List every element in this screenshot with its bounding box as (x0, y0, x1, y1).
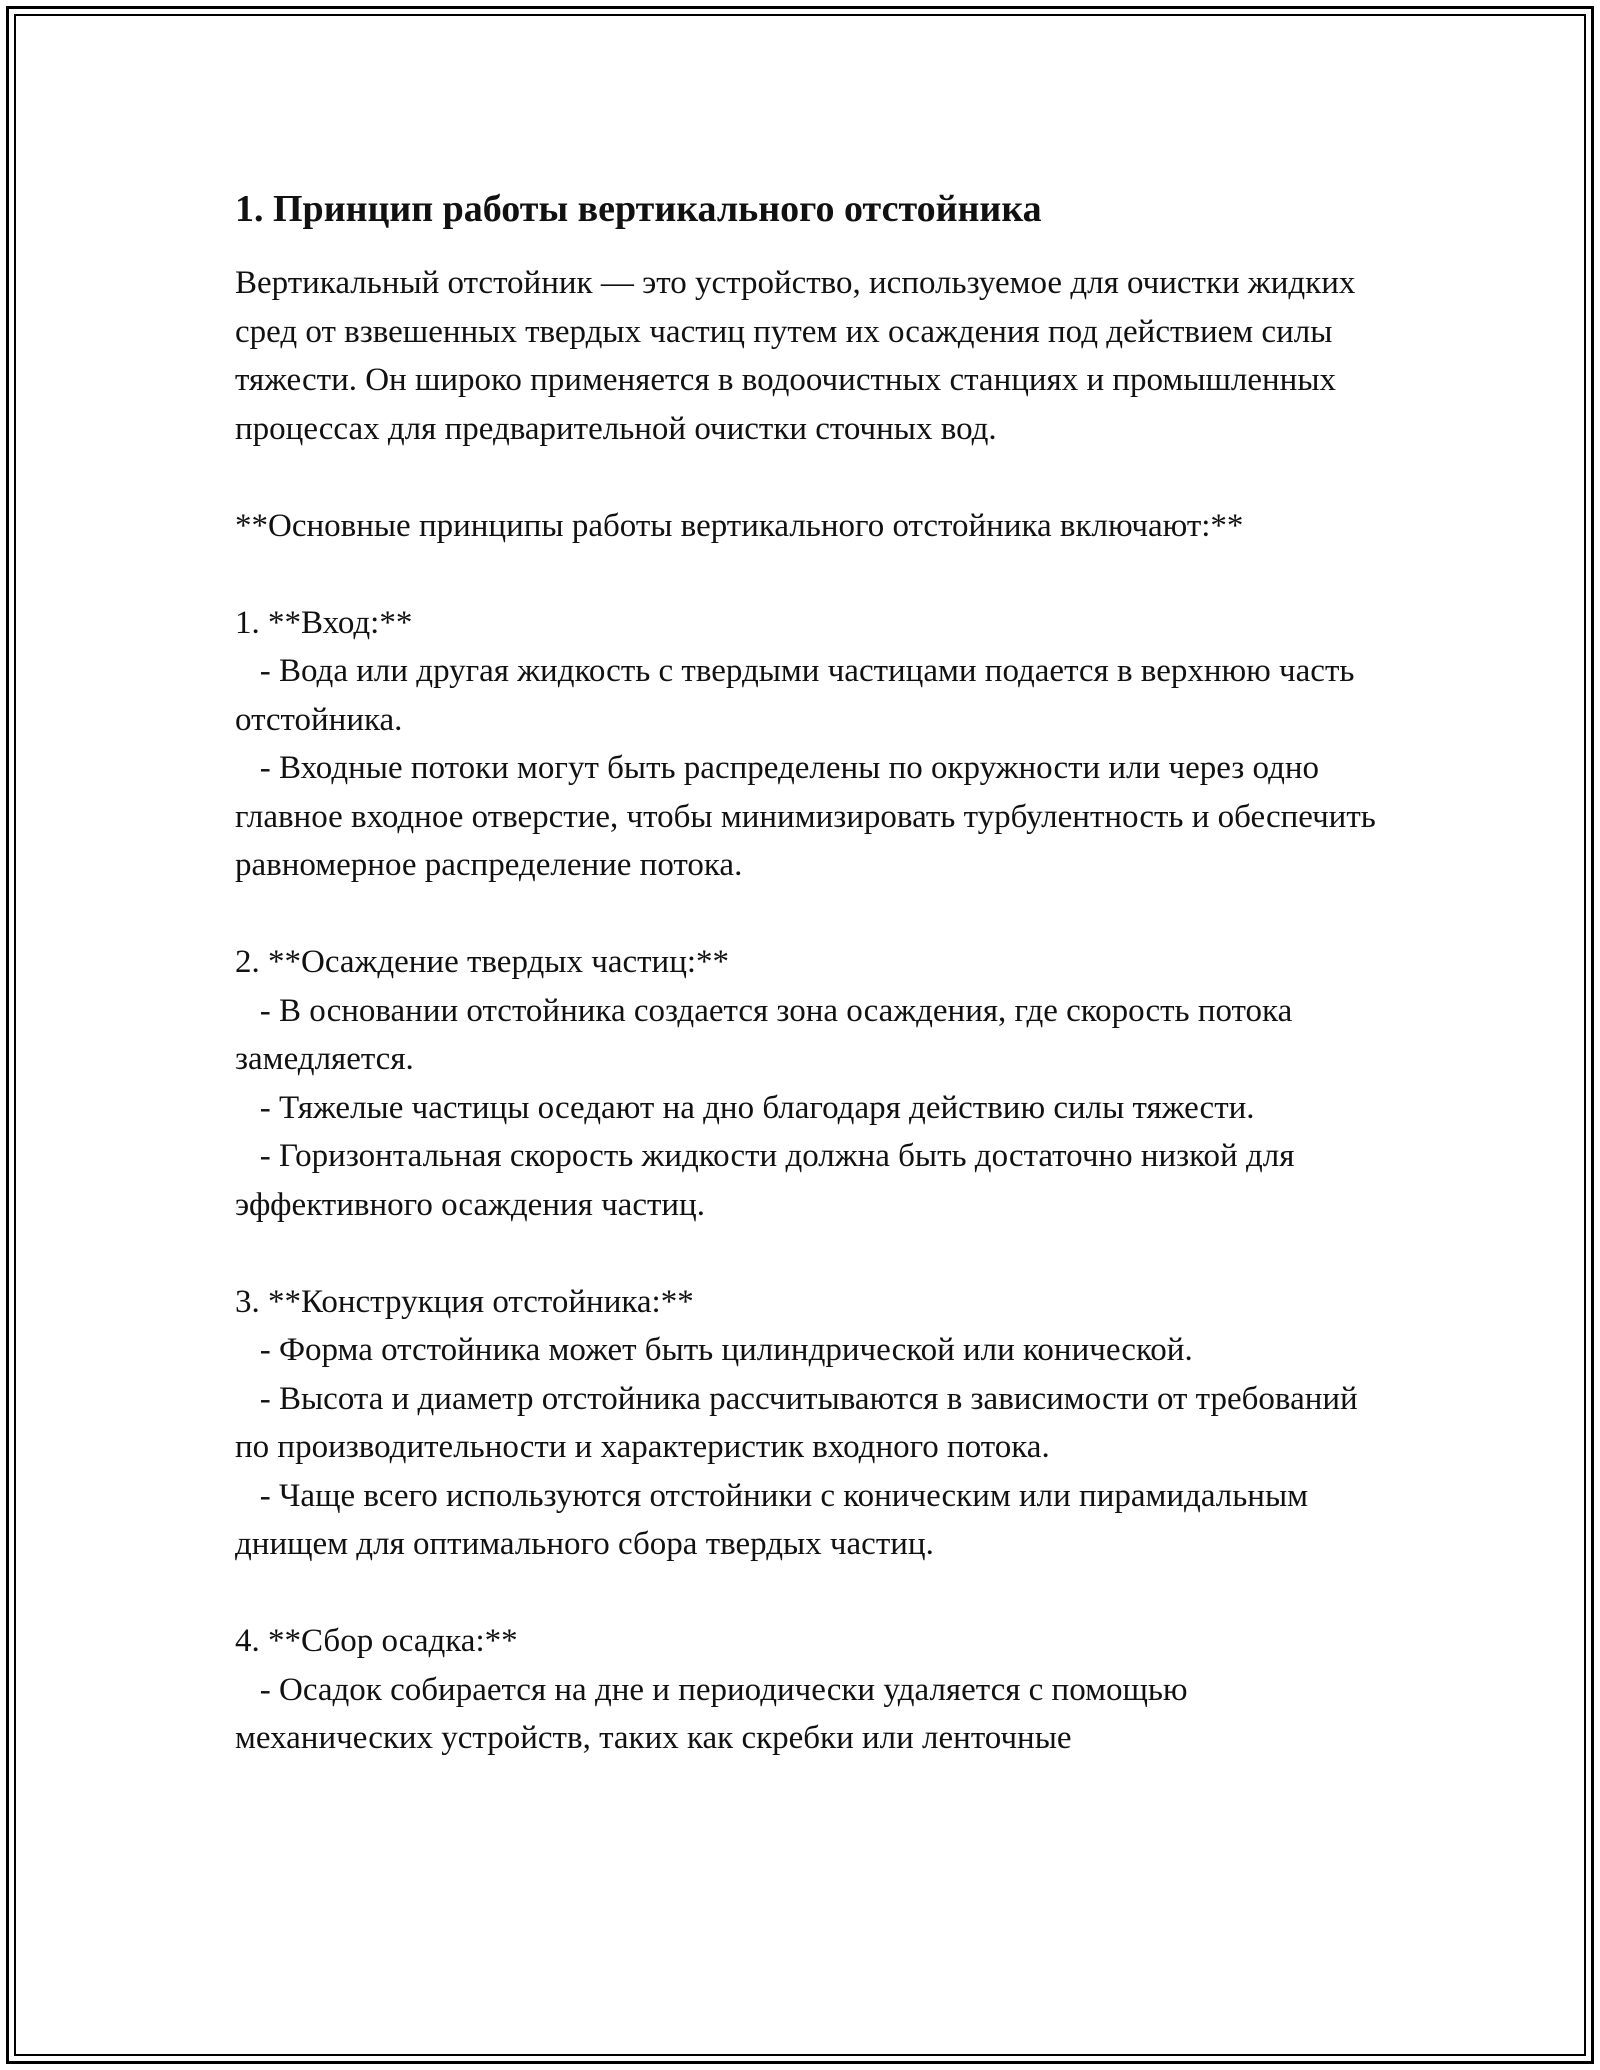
list-item: - Форма отстойника может быть цилиндрической или конической. (235, 1332, 1193, 1368)
spacer (235, 550, 1385, 599)
section-title: 2. **Осаждение твердых частиц:** (235, 944, 730, 980)
list-item: - Чаще всего используются отстойники с коническим или пирамидальным днищем для оптимального сбора твердых частиц. (235, 1477, 1317, 1562)
spacer (235, 453, 1385, 502)
spacer (235, 1569, 1385, 1618)
spacer (235, 1229, 1385, 1278)
principles-title: **Основные принципы работы вертикального отстойника включают:** (235, 507, 1244, 544)
intro-paragraph: Вертикальный отстойник — это устройство, используемое для очистки жидких сред от взвешенных твердых частиц путем их осаждения под действием силы тяжести. Он широко применяется в водоочистных станциях и промышленных процессах для предварительной очистки сточных вод. (235, 265, 1364, 447)
document-body (235, 185, 1385, 1763)
list-item: - Входные потоки могут быть распределены по окружности или через одно главное входное отверстие, чтобы минимизировать турбулентность и обеспечить равномерное распределение потока. (235, 750, 1385, 883)
list-item: - Высота и диаметр отстойника рассчитываются в зависимости от требований по производительности и характеристик входного потока. (235, 1380, 1366, 1465)
section-title: 4. **Сбор осадка:** (235, 1623, 518, 1659)
list-item: - Горизонтальная скорость жидкости должна быть достаточно низкой для эффективного осаждения частиц. (235, 1138, 1303, 1223)
section-heading: 1. Принцип работы вертикального отстойника (235, 188, 1042, 230)
section-title: 3. **Конструкция отстойника:** (235, 1283, 694, 1320)
list-item: - Вода или другая жидкость с твердыми частицами подается в верхнюю часть отстойника. (235, 653, 1363, 738)
list-item: - Тяжелые частицы оседают на дно благодаря действию силы тяжести. (235, 1089, 1255, 1126)
section-title: 1. **Вход:** (235, 604, 413, 641)
spacer (235, 890, 1385, 939)
list-item: - Осадок собирается на дне и периодически удаляется с помощью механических устройств, таких как скребки или ленточные (235, 1671, 1196, 1756)
list-item: - В основании отстойника создается зона осаждения, где скорость потока замедляется. (235, 992, 1301, 1077)
